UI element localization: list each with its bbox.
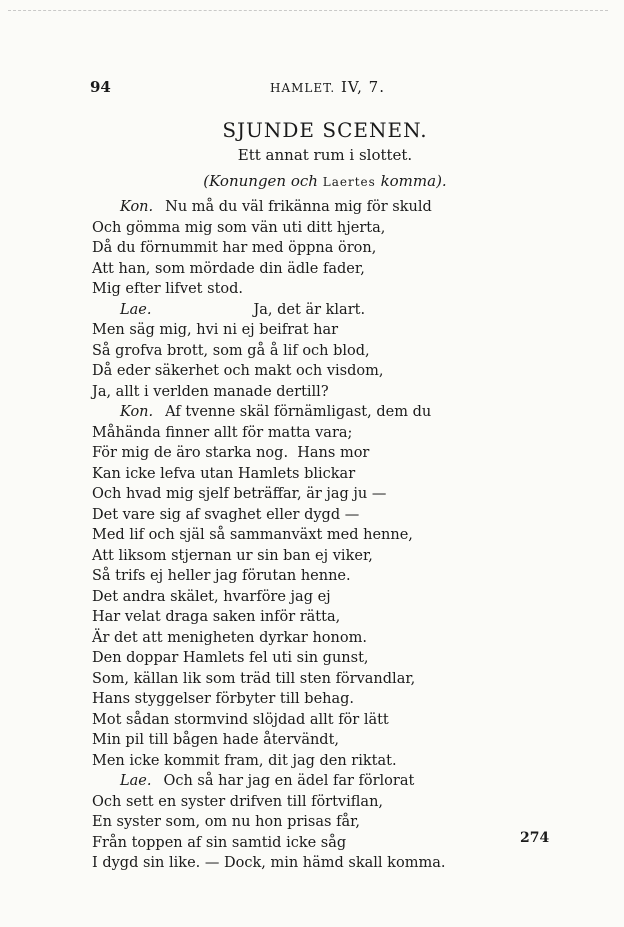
verse-line-text: En syster som, om nu hon prisas får, (92, 814, 361, 830)
verse-line-text: Af tvenne skäl förnämligast, dem du (165, 404, 432, 420)
verse-line-text: Men säg mig, hvi ni ej beifrat har (92, 322, 339, 338)
verse-line (92, 341, 512, 362)
verse-line (92, 197, 512, 218)
verse-line-text: Mig efter lifvet stod. (92, 281, 244, 297)
stage-direction (160, 172, 490, 190)
verse-line-text: Kan icke lefva utan Hamlets blickar (92, 465, 356, 482)
verse-line (92, 238, 512, 259)
verse-line (92, 628, 512, 649)
verse-line (92, 279, 512, 300)
verse-line (92, 259, 512, 280)
signature-number: 274 (520, 830, 550, 846)
verse-line (92, 525, 512, 546)
verse-line (92, 320, 512, 341)
verse-line-text: Och sett en syster drifven till förtviflan, (92, 793, 384, 810)
verse-line-text: I dygd sin like. — Dock, min hämd skall komma. (92, 855, 446, 871)
verse-line (92, 607, 512, 628)
verse-line-text: Då eder säkerhet och makt och visdom, (92, 363, 384, 379)
verse-line-text: Med lif och själ så sammanväxt med henne, (92, 527, 413, 543)
direction-close: komma). (380, 172, 447, 190)
verse-line (92, 751, 512, 772)
verse-line (92, 361, 512, 382)
verse-line-text: Ja, allt i verlden manade dertill? (92, 383, 329, 400)
verse-line-text: Och gömma mig som vän uti ditt hjerta, (92, 219, 386, 236)
verse-line-text: Att han, som mördade din ädle fader, (92, 260, 365, 277)
direction-open: (Konungen och (203, 172, 318, 190)
verse-line (92, 566, 512, 587)
verse-line (92, 730, 512, 751)
verse-line-text: Nu må du väl frikänna mig för skuld (165, 199, 432, 215)
verse-line (92, 669, 512, 690)
running-title (270, 78, 385, 96)
verse-line (92, 464, 512, 485)
verse-line (92, 833, 512, 854)
top-edge-rule (8, 10, 608, 11)
verse-line-text: Är det att menigheten dyrkar honom. (92, 629, 367, 646)
speaker-name: Kon. (120, 404, 154, 420)
running-head (90, 78, 500, 100)
speaker-name: Lae. (120, 773, 152, 789)
verse-line-text: Men icke kommit fram, dit jag den riktat. (92, 752, 397, 769)
verse-line-text: Måhända finner allt för matta vara; (92, 424, 353, 441)
verse-line-text: Den doppar Hamlets fel uti sin gunst, (92, 650, 369, 666)
verse-line (92, 587, 512, 608)
verse-line-text: Att liksom stjernan ur sin ban ej viker, (92, 547, 373, 564)
verse-line (92, 218, 512, 239)
verse-line (92, 771, 512, 792)
verse-line-text: Och så har jag en ädel far förlorat (163, 773, 415, 789)
page-number: 94 (90, 78, 111, 96)
verse-line-text: Och hvad mig sjelf beträffar, är jag ju — (92, 486, 387, 502)
verse-line-text: För mig de äro starka nog. Hans mor (92, 445, 370, 461)
scene-place: Ett annat rum i slottet. (237, 146, 413, 164)
verse-line (92, 546, 512, 567)
verse-line (92, 402, 512, 423)
verse-line (92, 792, 512, 813)
verse-line (92, 443, 512, 464)
verse-line (92, 853, 512, 874)
verse-line-text: Det andra skälet, hvarföre jag ej (92, 588, 331, 605)
verse-line-text: Då du förnummit har med öppna öron, (92, 240, 377, 256)
verse-line-text: Från toppen af sin samtid icke såg (92, 834, 347, 851)
scene-title: SJUNDE SCENEN. (222, 118, 428, 142)
verse-line (92, 648, 512, 669)
verse-text (92, 197, 512, 874)
verse-line (92, 382, 512, 403)
act-scene: IV, 7. (340, 78, 385, 96)
verse-line-text: Som, källan lik som träd till sten förvandlar, (92, 670, 416, 687)
verse-line-text: Det vare sig af svaghet eller dygd — (92, 506, 360, 523)
verse-line-text: Så grofva brott, som gå å lif och blod, (92, 342, 370, 359)
direction-name: Laertes (322, 175, 376, 189)
verse-line (92, 689, 512, 710)
verse-line-text: Så trifs ej heller jag förutan henne. (92, 568, 351, 584)
verse-line (92, 484, 512, 505)
verse-line-text: Min pil till bågen hade återvändt, (92, 732, 340, 748)
verse-line (92, 710, 512, 731)
speaker-name: Kon. (120, 199, 154, 215)
verse-line-text: Ja, det är klart. (253, 301, 366, 318)
verse-line (92, 423, 512, 444)
verse-line-text: Mot sådan stormvind slöjdad allt för lätt (92, 711, 389, 728)
verse-line (92, 300, 512, 321)
play-title: HAMLET. (270, 81, 336, 95)
verse-line-text: Hans styggelser förbyter till behag. (92, 691, 355, 707)
verse-line (92, 505, 512, 526)
verse-line (92, 812, 512, 833)
verse-line-text: Har velat draga saken inför rätta, (92, 609, 341, 625)
speaker-name: Lae. (120, 301, 152, 318)
